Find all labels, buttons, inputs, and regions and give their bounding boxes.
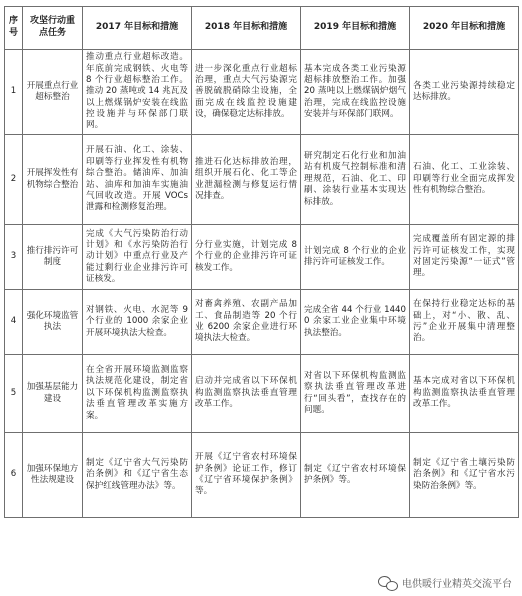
- cell-2017: 开展石油、化工、涂装、印刷等行业挥发性有机物综合整治。储油库、加油站、油库和加油车实施油气回收改造。开展 VOCs 泄露和检测修复治理。: [83, 135, 192, 225]
- cell-2018: 推进石化达标排放治理，组织开展石化、化工等企业泄漏检测与修复运行情况排查。: [192, 135, 301, 225]
- table-row: [5, 135, 519, 225]
- header-index: 序号: [5, 7, 23, 50]
- cell-2020: 制定《辽宁省土壤污染防治条例》和《辽宁省水污染防治条例》等。: [410, 433, 519, 518]
- cell-2017: 对钢铁、火电、水泥等 9 个行业的 1000 余家企业开展环境执法大检查。: [83, 290, 192, 355]
- cell-2020: 基本完成对省以下环保机构监测监察执法垂直管理改革工作。: [410, 355, 519, 433]
- table-row: [5, 355, 519, 433]
- table-row: [5, 50, 519, 135]
- row-task: 开展重点行业超标整治: [23, 50, 83, 135]
- cell-2020: 在保持行业稳定达标的基础上，对“小、散、乱、污”企业开展集中清理整治。: [410, 290, 519, 355]
- cell-2017: 完成《大气污染防治行动计划》和《水污染防治行动计划》中重点行业及产能过剩行业企业排污许可证核发。: [83, 225, 192, 290]
- header-task: 攻坚行动重点任务: [23, 7, 83, 50]
- header-2017: 2017 年目标和措施: [83, 7, 192, 50]
- cell-2018: 进一步深化重点行业超标治理，重点大气污染源完善脱硫脱硝除尘设施，全面完成在线监控设施建设，确保稳定达标排放。: [192, 50, 301, 135]
- row-task: 推行排污许可制度: [23, 225, 83, 290]
- cell-2017: 制定《辽宁省大气污染防治条例》和《辽宁省生态保护红线管理办法》等。: [83, 433, 192, 518]
- row-task: 加强环保地方性法规建设: [23, 433, 83, 518]
- cell-2018: 启动并完成省以下环保机构监测监察执法垂直管理改革工作。: [192, 355, 301, 433]
- table-row: [5, 433, 519, 518]
- cell-2017: 推动重点行业超标改造。年底前完成钢铁、火电等 8 个行业超标整治工作。推动 20 蒸吨或 14 兆瓦及以上燃煤锅炉安装在线监控设施并与环保部门联网。: [83, 50, 192, 135]
- table-row: [5, 290, 519, 355]
- row-index: 4: [5, 290, 23, 355]
- cell-2018: 分行业实施，计划完成 8 个行业的企业排污许可证核发工作。: [192, 225, 301, 290]
- header-2019: 2019 年目标和措施: [301, 7, 410, 50]
- targets-table: [4, 6, 519, 518]
- header-row: [5, 7, 519, 50]
- watermark-text: 电供暖行业精英交流平台: [402, 579, 512, 590]
- cell-2020: 石油、化工、工业涂装、印刷等行业全面完成挥发性有机物综合整治。: [410, 135, 519, 225]
- row-task: 开展挥发性有机物综合整治: [23, 135, 83, 225]
- cell-2018: 开展《辽宁省农村环境保护条例》论证工作，修订《辽宁省环境保护条例》等。: [192, 433, 301, 518]
- row-index: 6: [5, 433, 23, 518]
- row-task: 强化环境监管执法: [23, 290, 83, 355]
- header-2018: 2018 年目标和措施: [192, 7, 301, 50]
- row-index: 2: [5, 135, 23, 225]
- cell-2017: 在全省开展环境监测监察执法规范化建设，制定省以下环保机构监测监察执法垂直管理改革实施方案。: [83, 355, 192, 433]
- table-row: [5, 225, 519, 290]
- watermark: [378, 575, 512, 590]
- cell-2018: 对畜禽养殖、农副产品加工、食品制造等 20 个行业 6200 余家企业进行环境执法大检查。: [192, 290, 301, 355]
- cell-2019: 制定《辽宁省农村环境保护条例》等。: [301, 433, 410, 518]
- cell-2020: 各类工业污染源持续稳定达标排放。: [410, 50, 519, 135]
- cell-2019: 完成全省 44 个行业 14400 余家工业企业集中环境执法整治。: [301, 290, 410, 355]
- cell-2019: 计划完成 8 个行业的企业排污许可证核发工作。: [301, 225, 410, 290]
- wechat-icon: [378, 576, 398, 590]
- row-index: 3: [5, 225, 23, 290]
- row-index: 5: [5, 355, 23, 433]
- cell-2019: 对省以下环保机构监测监察执法垂直管理改革进行“回头看”，查找存在的问题。: [301, 355, 410, 433]
- row-index: 1: [5, 50, 23, 135]
- cell-2019: 基本完成各类工业污染源超标排放整治工作。加强 20 蒸吨以上燃煤锅炉烟气治理，完成在线监控设施安装并与环保部门联网。: [301, 50, 410, 135]
- row-task: 加强基层能力建设: [23, 355, 83, 433]
- cell-2019: 研究制定石化行业和加油站有机废气控制标准和清理规范，石油、化工、印刷、涂装行业基本实现达标排放。: [301, 135, 410, 225]
- cell-2020: 完成覆盖所有固定源的排污许可证核发工作，实现对固定污染源“一证式”管理。: [410, 225, 519, 290]
- header-2020: 2020 年目标和措施: [410, 7, 519, 50]
